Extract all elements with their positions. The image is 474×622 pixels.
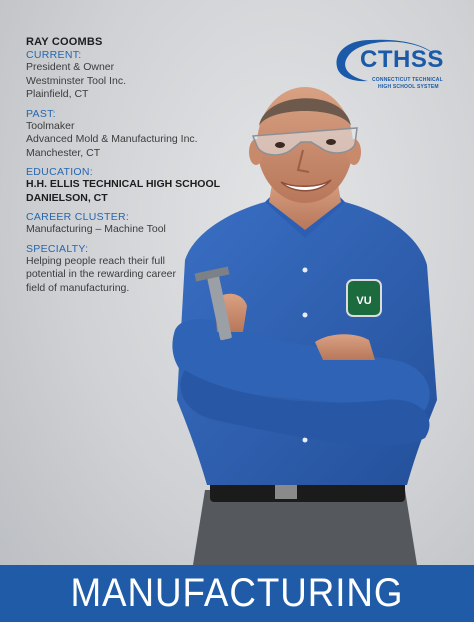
person-name: RAY COOMBS [26,36,103,48]
banner-title: MANUFACTURING [70,571,404,615]
past-line: Advanced Mold & Manufacturing Inc. [26,133,198,145]
logo-line1: CONNECTICUT TECHNICAL [372,77,443,83]
cluster-label: CAREER CLUSTER: [26,211,130,223]
past-line: Toolmaker [26,119,75,132]
specialty-line: field of manufacturing. [26,281,130,294]
person-photo [155,70,455,565]
logo-acronym: CTHSS [360,46,444,73]
current-line: President & Owner [26,61,115,73]
education-label: EDUCATION: [26,166,93,178]
logo-line2: HIGH SCHOOL SYSTEM [378,84,439,90]
shirt-patch-text: VU [356,295,372,307]
current-line: Westminster Tool Inc. [26,74,126,87]
education-line: DANIELSON, CT [26,191,108,204]
specialty-line: Helping people reach their full [26,254,165,267]
past-label: PAST: [26,107,56,120]
education-line: H.H. ELLIS TECHNICAL HIGH SCHOOL [26,178,221,190]
specialty-line: potential in the rewarding career [26,268,177,280]
past-line: Manchester, CT [26,146,101,159]
current-line: Plainfield, CT [26,88,89,100]
specialty-label: SPECIALTY: [26,242,89,255]
category-banner [0,565,474,622]
current-label: CURRENT: [26,49,82,61]
cluster-line: Manufacturing – Machine Tool [26,223,166,235]
